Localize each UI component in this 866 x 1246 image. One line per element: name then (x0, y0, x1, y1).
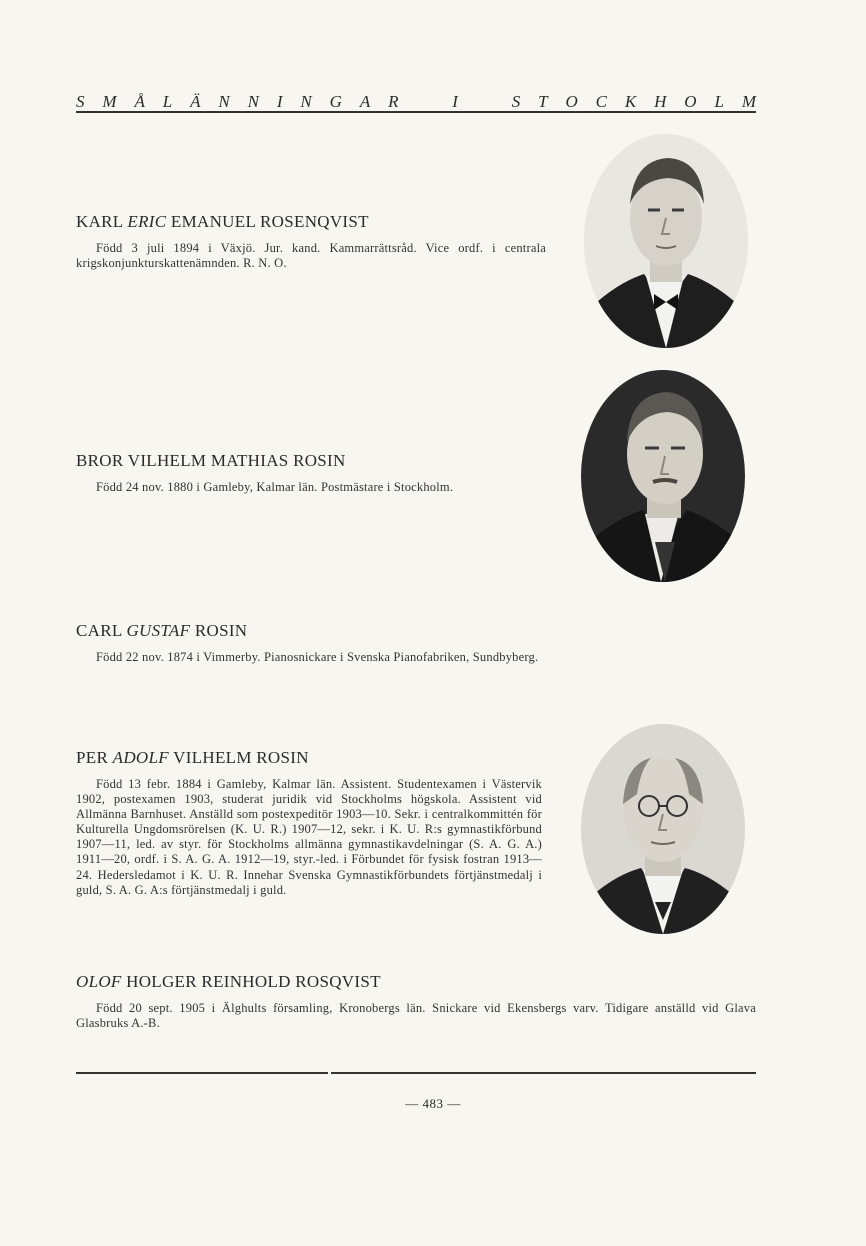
footer-rule (76, 1072, 756, 1074)
page-number: — 483 — (405, 1096, 461, 1111)
header-letter: R (388, 92, 399, 111)
header-letter: N (247, 92, 259, 111)
header-letter: H (654, 92, 667, 111)
header-letter: O (684, 92, 697, 111)
header-letter: Ä (190, 92, 201, 111)
person-name: OLOF HOLGER REINHOLD ROSQVIST (76, 972, 381, 991)
person-name: BROR VILHELM MATHIAS ROSIN (76, 451, 346, 470)
header-letter: I (452, 92, 458, 111)
biography-entry (76, 621, 671, 665)
portrait-photo (581, 370, 745, 582)
header-letter: T (538, 92, 548, 111)
portrait-photo (581, 724, 745, 934)
portrait-photo (584, 134, 748, 348)
header-letter: O (565, 92, 578, 111)
person-name: KARL ERIC EMANUEL ROSENQVIST (76, 212, 369, 231)
header-letter: N (300, 92, 312, 111)
portrait-illustration (581, 370, 745, 582)
header-letter: L (714, 92, 724, 111)
header-letter: C (595, 92, 607, 111)
person-name: CARL GUSTAF ROSIN (76, 621, 248, 640)
header-letter: S (76, 92, 85, 111)
header-letter: A (359, 92, 371, 111)
biography-entry (76, 748, 542, 898)
person-bio: Född 3 juli 1894 i Växjö. Jur. kand. Kammarrättsråd. Vice ordf. i centrala krigskonjunkturskattenämnden. R. N. O. (76, 241, 546, 271)
portrait-illustration (581, 724, 745, 934)
header-letter: K (624, 92, 637, 111)
biography-entry (76, 212, 546, 271)
header-letter: M (741, 92, 756, 111)
person-bio: Född 22 nov. 1874 i Vimmerby. Pianosnickare i Svenska Pianofabriken, Sundbyberg. (96, 650, 539, 664)
header-letter: N (218, 92, 230, 111)
biography-entry (76, 972, 756, 1031)
person-name: PER ADOLF VILHELM ROSIN (76, 748, 309, 767)
header-letter: I (276, 92, 283, 111)
portrait-illustration (584, 134, 748, 348)
running-header (76, 88, 756, 112)
person-bio: Född 24 nov. 1880 i Gamleby, Kalmar län. Postmästare i Stockholm. (96, 480, 454, 494)
person-bio: Född 20 sept. 1905 i Älghults församling, Kronobergs län. Snickare vid Ekensbergs varv. Tidigare anställd vid Glava Glasbruks A.-B. (76, 1001, 756, 1031)
header-letter: L (162, 92, 173, 111)
header-letter: G (329, 92, 342, 111)
biography-entry (76, 451, 556, 495)
header-rule (76, 111, 756, 113)
person-bio: Född 13 febr. 1884 i Gamleby, Kalmar län. Assistent. Studentexamen i Västervik 1902, postexamen 1903, studerat juridik vid Stockholms högskola. Assistent vid Allmänna Barnhuset. Anställd som postexpeditör 1903—10. Sekr. i centralkommittén för Kulturella Ungdomsrörelsen (K. U. R.) 1907—12, sekr. i K. U. R:s gymnastikförbund 1907—11, led. av styr. för Stockholms allmänna gymnastikavdelningar (S. A. G. A.) 1911—20, ordf. i S. A. G. A. 1912—19, styr.-led. i Förbundet för fysisk fostran 1913—24. Hedersledamot i K. U. R. Innehar Svenska Gymnastikförbundets förtjänstmedalj i guld, S. A. G. A:s förtjänstmedalj i guld. (76, 777, 542, 897)
header-letter: S (511, 92, 521, 111)
header-letter: Å (134, 92, 145, 111)
header-letter: M (102, 92, 117, 111)
